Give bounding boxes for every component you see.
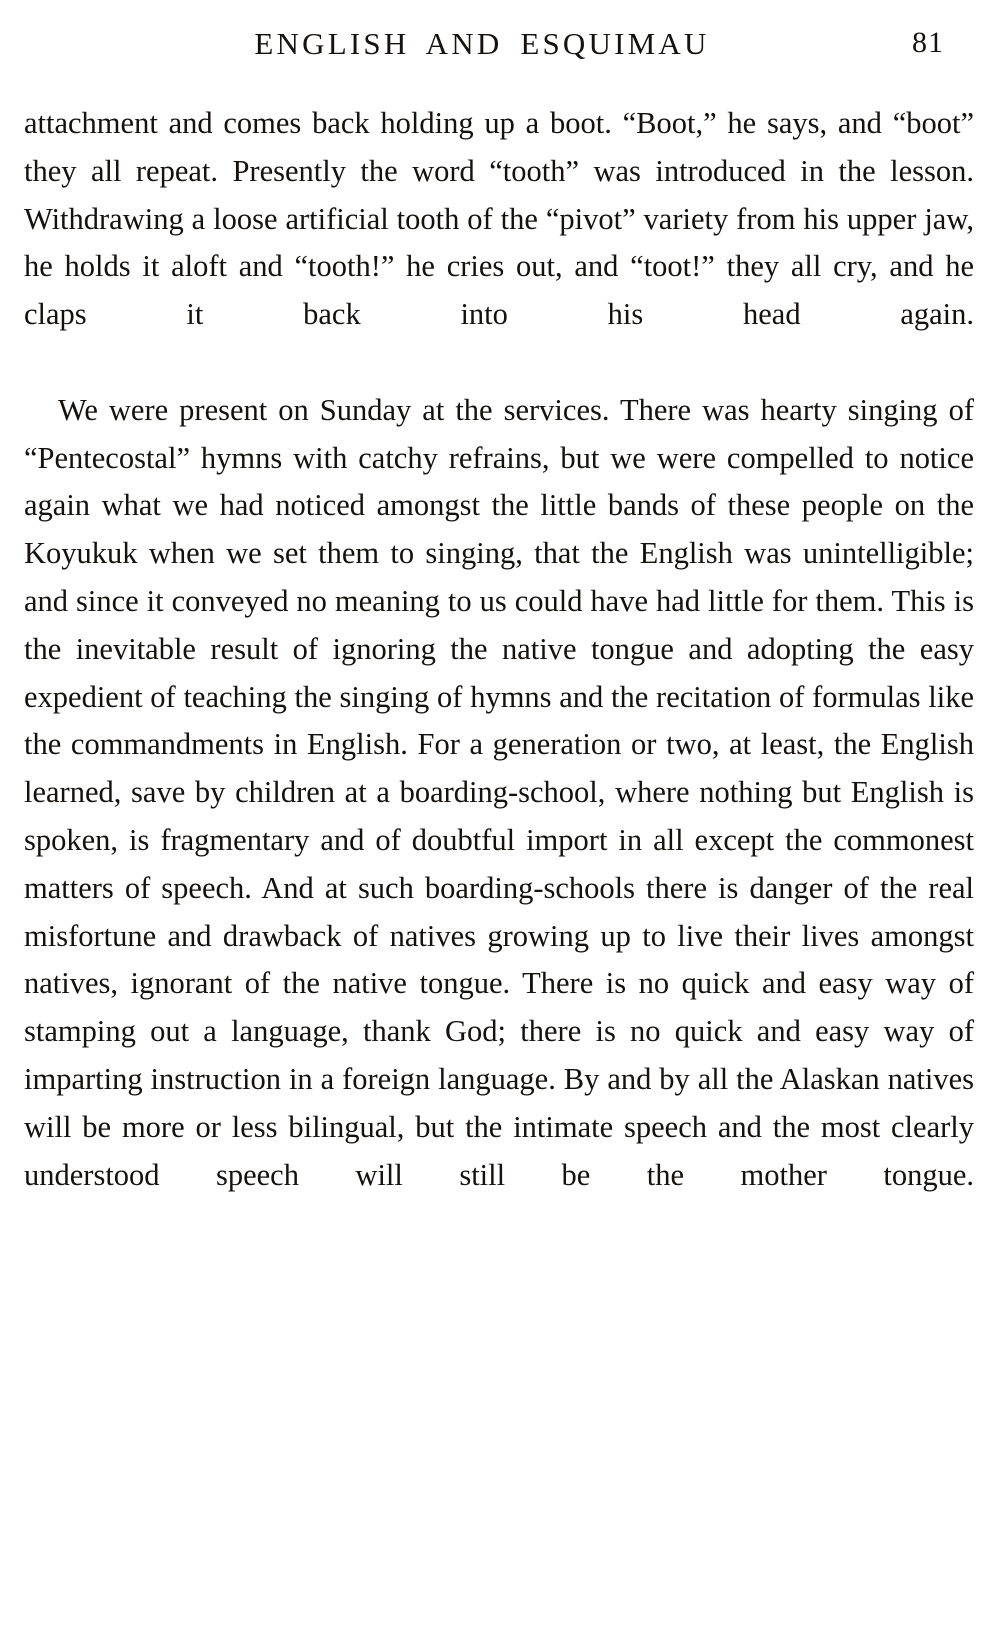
paragraph: We were present on Sunday at the services. There was hearty singing of “Pentecostal” hymns with catchy refrains, but we were compelled to notice again what we had noticed amongst the little bands of these people on the Koyukuk when we set them to singing, that the English was unintelligible; and since it conveyed no meaning to us could have had little for them. This is the inevitable result of ignoring the native tongue and adopting the easy expedient of teaching the singing of hymns and the recitation of formulas like the commandments in English. For a generation or two, at least, the English learned, save by children at a boarding-school, where nothing but English is spoken, is fragmentary and of doubtful import in all except the commonest matters of speech. And at such boarding-schools there is danger of the real misfortune and drawback of natives growing up to live their lives amongst natives, ignorant of the native tongue. There is no quick and easy way of stamping out a language, thank God; there is no quick and easy way of imparting instruction in a foreign language. By and by all the Alaskan natives will be more or less bilingual, but the intimate speech and the most clearly understood speech will still be the mother tongue. [24,392,974,1192]
running-title: ENGLISH AND ESQUIMAU [254,26,710,61]
page-body [24,100,974,1247]
page-number: 81 [912,26,944,59]
page-header [20,0,944,62]
paragraph: attachment and comes back holding up a boot. “Boot,” he says, and “boot” they all repeat. Presently the word “tooth” was introduced in the lesson. Withdrawing a loose artificial tooth of the “pivot” variety from his upper jaw, he holds it aloft and “tooth!” he cries out, and “toot!” they all cry, and he claps it back into his head again. [24,106,974,332]
